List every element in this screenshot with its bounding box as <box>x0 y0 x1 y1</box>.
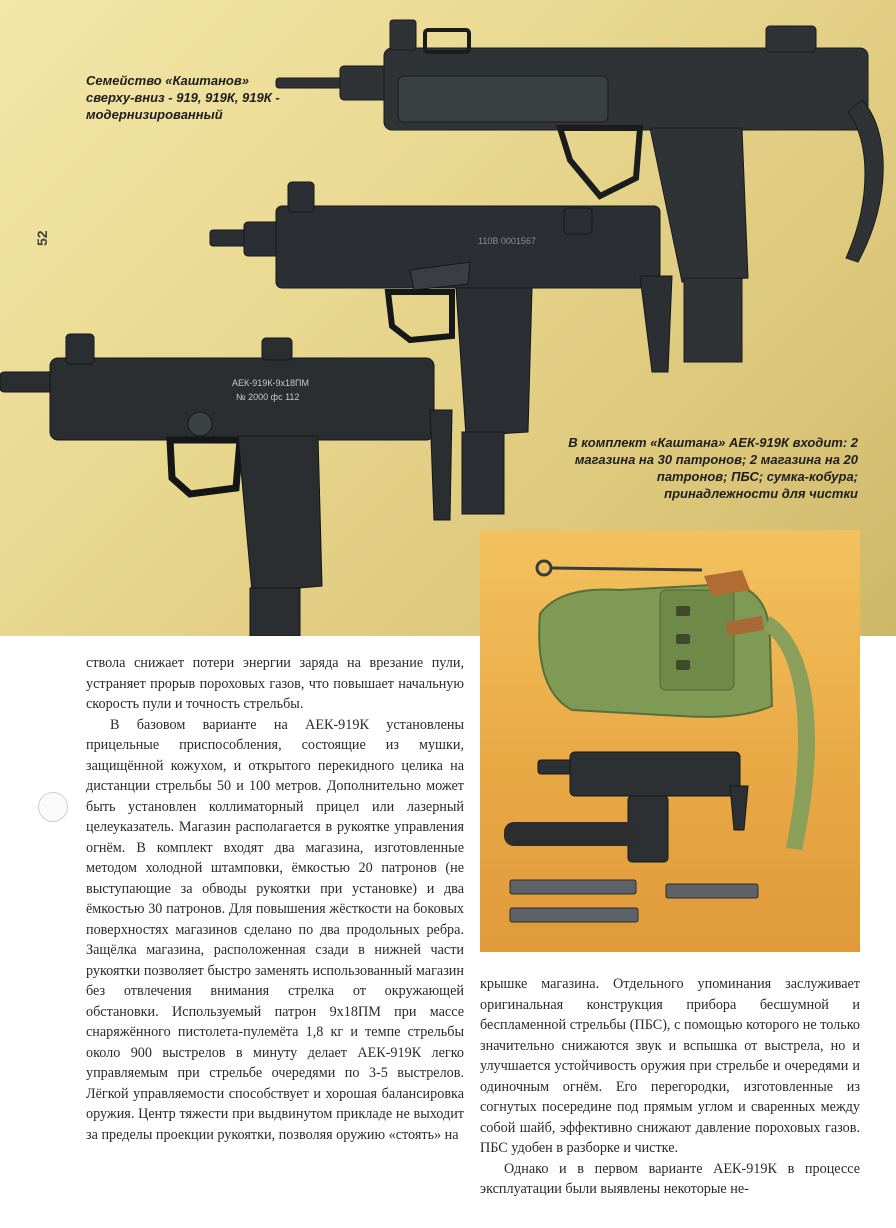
trigger-guard <box>388 292 452 340</box>
grip <box>456 288 532 436</box>
folded-stock <box>640 276 672 372</box>
holster-bag <box>539 570 815 850</box>
page-number: 52 <box>34 230 50 246</box>
paragraph-4: Однако и в первом варианте АЕК-919К в процессе эксплуатации были выявлены некоторые не- <box>480 1160 860 1197</box>
paragraph-2: В базовом варианте на АЕК-919К установлены прицельные приспособления, состоящие из мушки, защищённой кожухом, и открытого перекидного целика на дистанции стрельбы 50 и 100 метров. Дополнительно может быть установлен коллиматорный прицел или лазерный целеуказатель. Магазин располагается в рукоятке управления огнём. В комплект входят два магазина, изготовленные методом холодной штамповки, ёмкостью 20 патронов (не выступающие за обводы рукоятки при установке) и два ёмкостью 30 патронов. Для повышения жёсткости на боковых поверхностях магазинов сделано по два продольных ребра. Защёлка магазина, расположенная сзади в нижней части рукоятки позволяет быстро заменять использованный магазин без отвлечения внимания стрелка от окружающей обстановки. Используемый патрон 9х18ПМ при массе снаряжённого пистолета-пулемёта 1,8 кг и темпе стрельбы около 900 выстрелов в минуту делает АЕК-919К легко управляемым при стрельбе очередями по 3-5 выстрелов. Лёгкой управляемости способствует и хорошая балансировка оружия. Центр тяжести при выдвинутом прикладе не выходит за пределы проекции рукоятки, позволяя оружию «стоять» на <box>86 716 464 1143</box>
caption-kit: В комплект «Каштана» АЕК-919К входит: 2 магазина на 30 патронов; 2 магазина на 20 патронов; ПБС; сумка-кобура; принадлежности для чистки <box>568 435 858 501</box>
folded-stock <box>430 410 452 520</box>
magazine <box>684 278 742 362</box>
kit-photo <box>480 530 860 952</box>
magazine <box>462 432 504 514</box>
text-column-left <box>86 653 464 1145</box>
kit-illustration <box>480 530 860 952</box>
gun-919k-modernized <box>0 334 452 636</box>
paragraph-3: крышке магазина. Отдельного упоминания заслуживает оригинальная конструкция прибора бесшумной и беспламенной стрельбы (ПБС), с помощью которого не только значительно снижаются звук и вспышка от выстрела, но и улучшается устойчивость оружия при стрельбе и очередями и одиночным огнём. Его перегородки, изготовленные из согнутых посередине под прямым углом и сваренных между собой шайб, эффективно снижают давление пороховых газов. ПБС удобен в разборке и чистке. <box>480 976 860 1156</box>
marking-mid: 110В 0001567 <box>478 236 536 246</box>
rear-sight <box>564 208 592 234</box>
trigger-guard <box>560 128 640 196</box>
cleaning-rod <box>537 561 702 575</box>
rear-sight <box>262 338 292 360</box>
gun-919 <box>276 20 883 362</box>
magazine <box>250 588 300 636</box>
trigger-guard <box>170 440 240 494</box>
grip <box>650 128 748 282</box>
binder-hole <box>38 792 68 822</box>
magazines <box>510 880 758 922</box>
front-sight <box>288 182 314 212</box>
front-sight <box>66 334 94 364</box>
selector-knob <box>188 412 212 436</box>
silencer <box>504 822 636 846</box>
grip <box>238 436 322 592</box>
front-sight <box>390 20 416 50</box>
rear-sight <box>766 26 816 52</box>
marking-line-2: № 2000 фс 112 <box>236 392 300 402</box>
marking-line-1: АЕК-919К-9х18ПМ <box>232 378 309 388</box>
paragraph-1: ствола снижает потери энергии заряда на врезание пули, устраняет прорыв пороховых газов, что повышает начальную скорость пули и точность стрельбы. <box>86 655 464 712</box>
text-column-right <box>480 974 860 1200</box>
handguard <box>398 76 608 122</box>
barrel <box>276 78 346 88</box>
muzzle-block <box>340 66 390 100</box>
caption-family: Семейство «Каштанов» сверху-вниз - 919, 919К, 919К - модернизированный <box>86 73 280 122</box>
barrel <box>0 372 56 392</box>
